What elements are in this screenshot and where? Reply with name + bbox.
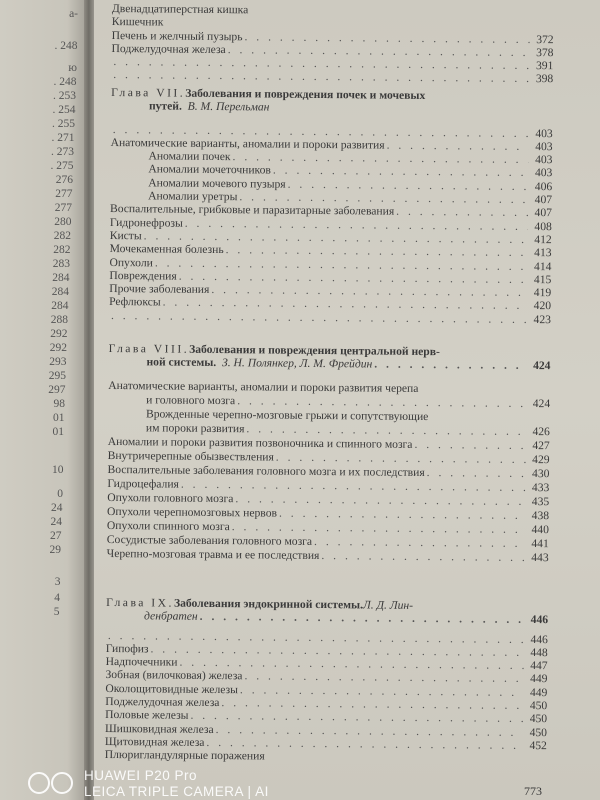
entry-title: Врожденные черепно-мозговые грыжи и сопутствующие <box>145 406 429 423</box>
entry-title: Надпочечники <box>105 655 178 669</box>
entry-title: Сосудистые заболевания головного мозга <box>106 532 313 548</box>
chapter-label: Глава VII. <box>111 85 186 100</box>
entry-page: 452 <box>529 739 547 753</box>
left-page-fragment: . 255 <box>52 118 75 130</box>
chapter-label: Глава IX. <box>106 595 175 610</box>
entry-title: им пороки развития <box>145 420 245 435</box>
entry-title: Половые железы <box>105 708 189 723</box>
chapter-title-cont: путей. <box>148 99 182 113</box>
left-page-fragment: 288 <box>50 314 68 326</box>
camera-logo-icon <box>28 772 73 794</box>
chapter-title-cont: ной системы. <box>146 355 217 370</box>
entry-title: Зобная (вилочковая) железа <box>105 668 243 683</box>
left-page-fragment: . 273 <box>51 146 74 158</box>
left-page-fragment: 24 <box>51 502 63 514</box>
left-page-fragment: 284 <box>51 286 69 298</box>
entry-title: Внутричерепные обызвествления <box>107 448 274 464</box>
chapter-page: 424 <box>533 359 551 373</box>
entry-page: 406 <box>534 179 553 194</box>
right-page <box>94 0 600 800</box>
entry-title: Повреждения <box>109 268 177 283</box>
dot-leader <box>387 139 529 154</box>
left-page-fragment: 282 <box>53 230 71 242</box>
left-page-fragment: 98 <box>53 398 65 410</box>
left-page-fragment: 283 <box>52 258 70 270</box>
left-page-fragment: 3 <box>54 576 61 588</box>
left-page-fragment: 293 <box>49 356 67 368</box>
left-page-fragment: . 248 <box>53 76 77 88</box>
entry-page: 419 <box>533 286 552 300</box>
entry-page: 372 <box>536 32 554 46</box>
entry-page: 446 <box>530 632 548 646</box>
chapter-title: Заболевания эндокринной системы. <box>173 596 364 612</box>
left-page-fragment: . 253 <box>53 90 76 102</box>
chapter-author: З. Н. Полянкер, Л. М. Фрейдин <box>221 356 373 371</box>
entry-page: 415 <box>533 272 552 287</box>
left-page-fragment: 284 <box>52 272 70 284</box>
entry-title: Опухоли головного мозга <box>107 490 234 505</box>
chapter-author: денбратен <box>144 609 198 624</box>
left-page-fragment: 01 <box>53 412 65 424</box>
entry-title: Воспалительные заболевания головного мозга и их последствия <box>107 462 425 479</box>
entry-title: Прочие заболевания <box>109 282 210 297</box>
left-page-fragment: 282 <box>53 244 71 256</box>
entry-page: 391 <box>535 59 554 73</box>
dot-leader <box>111 309 527 326</box>
entry-title: Аномалии почек <box>148 149 231 164</box>
left-page-fragment: 10 <box>52 464 64 476</box>
entry-page: 403 <box>535 153 553 167</box>
left-page-fragment: ю <box>68 62 77 74</box>
entry-page: 414 <box>534 259 552 273</box>
left-page-fragment: 01 <box>52 426 64 438</box>
chapter-section <box>109 86 553 326</box>
chapter-title: Заболевания и повреждения почек и мочевых <box>185 86 426 103</box>
entry-page: 408 <box>534 219 552 233</box>
chapter-vi-tail <box>111 2 554 86</box>
entry-page: 398 <box>535 72 554 86</box>
entry-title: Гидронефрозы <box>109 215 183 230</box>
left-page-fragment: 5 <box>53 606 60 618</box>
entry-page: 412 <box>534 233 552 247</box>
left-page-fragment: а- <box>69 8 78 20</box>
entry-page: 438 <box>531 508 550 522</box>
entry-title: Щитовидная железа <box>104 734 205 749</box>
entry-page: 450 <box>529 699 548 713</box>
left-page-fragment: 292 <box>50 328 68 340</box>
camera-watermark <box>28 768 288 800</box>
entry-page: 378 <box>536 45 554 60</box>
entry-title: Гипофиз <box>105 641 149 656</box>
entry-title: Околощитовидные железы <box>105 681 238 697</box>
entry-title: Шишковидная железа <box>104 721 214 736</box>
entry-title: Мочекаменная болезнь <box>109 242 224 257</box>
watermark-line2: LEICA TRIPLE CAMERA | AI <box>84 784 269 799</box>
entry-page: 447 <box>530 659 548 673</box>
entry-page: 407 <box>534 206 553 220</box>
entry-title: и головного мозга <box>146 392 236 407</box>
left-page-fragment: 292 <box>49 342 67 354</box>
page-number: 773 <box>524 784 542 798</box>
chapter-author: В. М. Перельман <box>187 100 270 114</box>
entry-title: Поджелудочная железа <box>105 695 220 710</box>
left-page-fragment: 284 <box>51 300 69 312</box>
entry-title: Опухоли спинного мозга <box>106 518 230 533</box>
entry-page: 407 <box>534 193 553 207</box>
entry-title: Поджелудочная железа <box>111 41 226 56</box>
entry-page: 423 <box>533 312 552 326</box>
left-page-edge <box>0 0 84 800</box>
entry-title: Плюригландулярные поражения <box>104 748 265 763</box>
entry-page: 441 <box>531 536 549 550</box>
toc-entry <box>107 547 549 565</box>
left-page-fragment: . 248 <box>54 40 78 52</box>
chapter-section <box>107 342 551 565</box>
left-page-fragment: 276 <box>55 174 73 186</box>
entry-page: 413 <box>534 246 552 260</box>
dot-leader <box>113 69 529 86</box>
entry-page: 430 <box>532 466 550 480</box>
left-page-fragment: 295 <box>48 370 66 382</box>
dot-leader <box>321 549 524 565</box>
entry-page: 403 <box>535 126 553 140</box>
entry-page: 449 <box>529 685 548 699</box>
left-page-fragment: . 271 <box>51 132 75 144</box>
entry-page: 450 <box>529 725 548 739</box>
entry-title: Воспалительные, грибковые и паразитарные заболевания <box>109 202 395 219</box>
entry-page: 403 <box>535 139 553 154</box>
entry-title: Опухоли черепномозговых нервов <box>107 504 278 520</box>
dot-leader <box>374 358 526 373</box>
left-page-fragment: 24 <box>50 516 62 528</box>
entry-title: Черепно-мозговая травма и ее последствия <box>106 546 320 562</box>
left-page-fragment: 27 <box>50 530 62 542</box>
watermark-line1: HUAWEI P20 Pro <box>84 768 198 783</box>
entry-title: Кишечник <box>111 15 164 29</box>
entry-page: 435 <box>531 494 550 508</box>
chapter-page: 446 <box>530 613 549 627</box>
left-page-fragment: 277 <box>54 202 72 214</box>
entry-page: 427 <box>532 438 550 452</box>
entry-page: 429 <box>532 452 550 466</box>
left-page-fragment: 0 <box>57 488 63 500</box>
entry-page: 440 <box>531 522 550 536</box>
entry-title: Гидроцефалия <box>107 476 179 491</box>
entry-title: Двенадцатиперстная кишка <box>111 1 249 17</box>
entry-page: 426 <box>532 424 550 438</box>
left-page-fragment: . 254 <box>52 104 76 116</box>
entry-title: Аномалии и пороки развития позвоночника и спинного мозга <box>107 434 413 451</box>
entry-title: Анатомические варианты, аномалии и пороки развития черепа <box>108 378 419 395</box>
entry-title: Опухоли <box>109 255 153 269</box>
chapter-section <box>105 596 549 766</box>
left-page-fragment: 277 <box>55 188 73 200</box>
table-of-contents <box>104 0 554 763</box>
left-page-fragment: 297 <box>48 384 66 396</box>
entry-page: 449 <box>530 672 548 686</box>
entry-title: Рефлюксы <box>109 295 161 309</box>
entry-page: 424 <box>532 396 551 410</box>
entry-title: Кисты <box>109 228 142 243</box>
entry-title: Аномалии мочеточников <box>148 162 271 178</box>
entry-page: 420 <box>533 299 552 313</box>
chapter-label: Глава VIII. <box>108 341 190 356</box>
left-page-fragment: . 275 <box>50 160 74 172</box>
chapter-title: Заболевания и повреждения центральной нерв- <box>189 342 440 359</box>
entry-page: 403 <box>534 166 553 180</box>
left-page-fragment: 4 <box>54 592 60 604</box>
dot-leader <box>414 438 525 453</box>
left-page-fragment: 280 <box>54 216 72 228</box>
entry-title: Анатомические варианты, аномалии и пороки развития <box>110 135 385 152</box>
dot-leader <box>427 466 526 481</box>
entry-page: 450 <box>529 712 548 726</box>
entry-title: Аномалии уретры <box>148 189 238 204</box>
entry-title: Аномалии мочевого пузыря <box>148 176 286 191</box>
chapter-author: Л. Д. Лин- <box>362 598 414 612</box>
entry-page: 443 <box>531 550 549 564</box>
entry-page: 448 <box>530 645 548 660</box>
entry-page: 433 <box>531 480 550 494</box>
entry-title: Печень и желчный пузырь <box>111 28 243 43</box>
left-page-fragment: 29 <box>49 544 61 556</box>
toc-entry <box>109 309 551 327</box>
toc-entry <box>111 68 553 86</box>
dot-leader <box>396 205 528 220</box>
